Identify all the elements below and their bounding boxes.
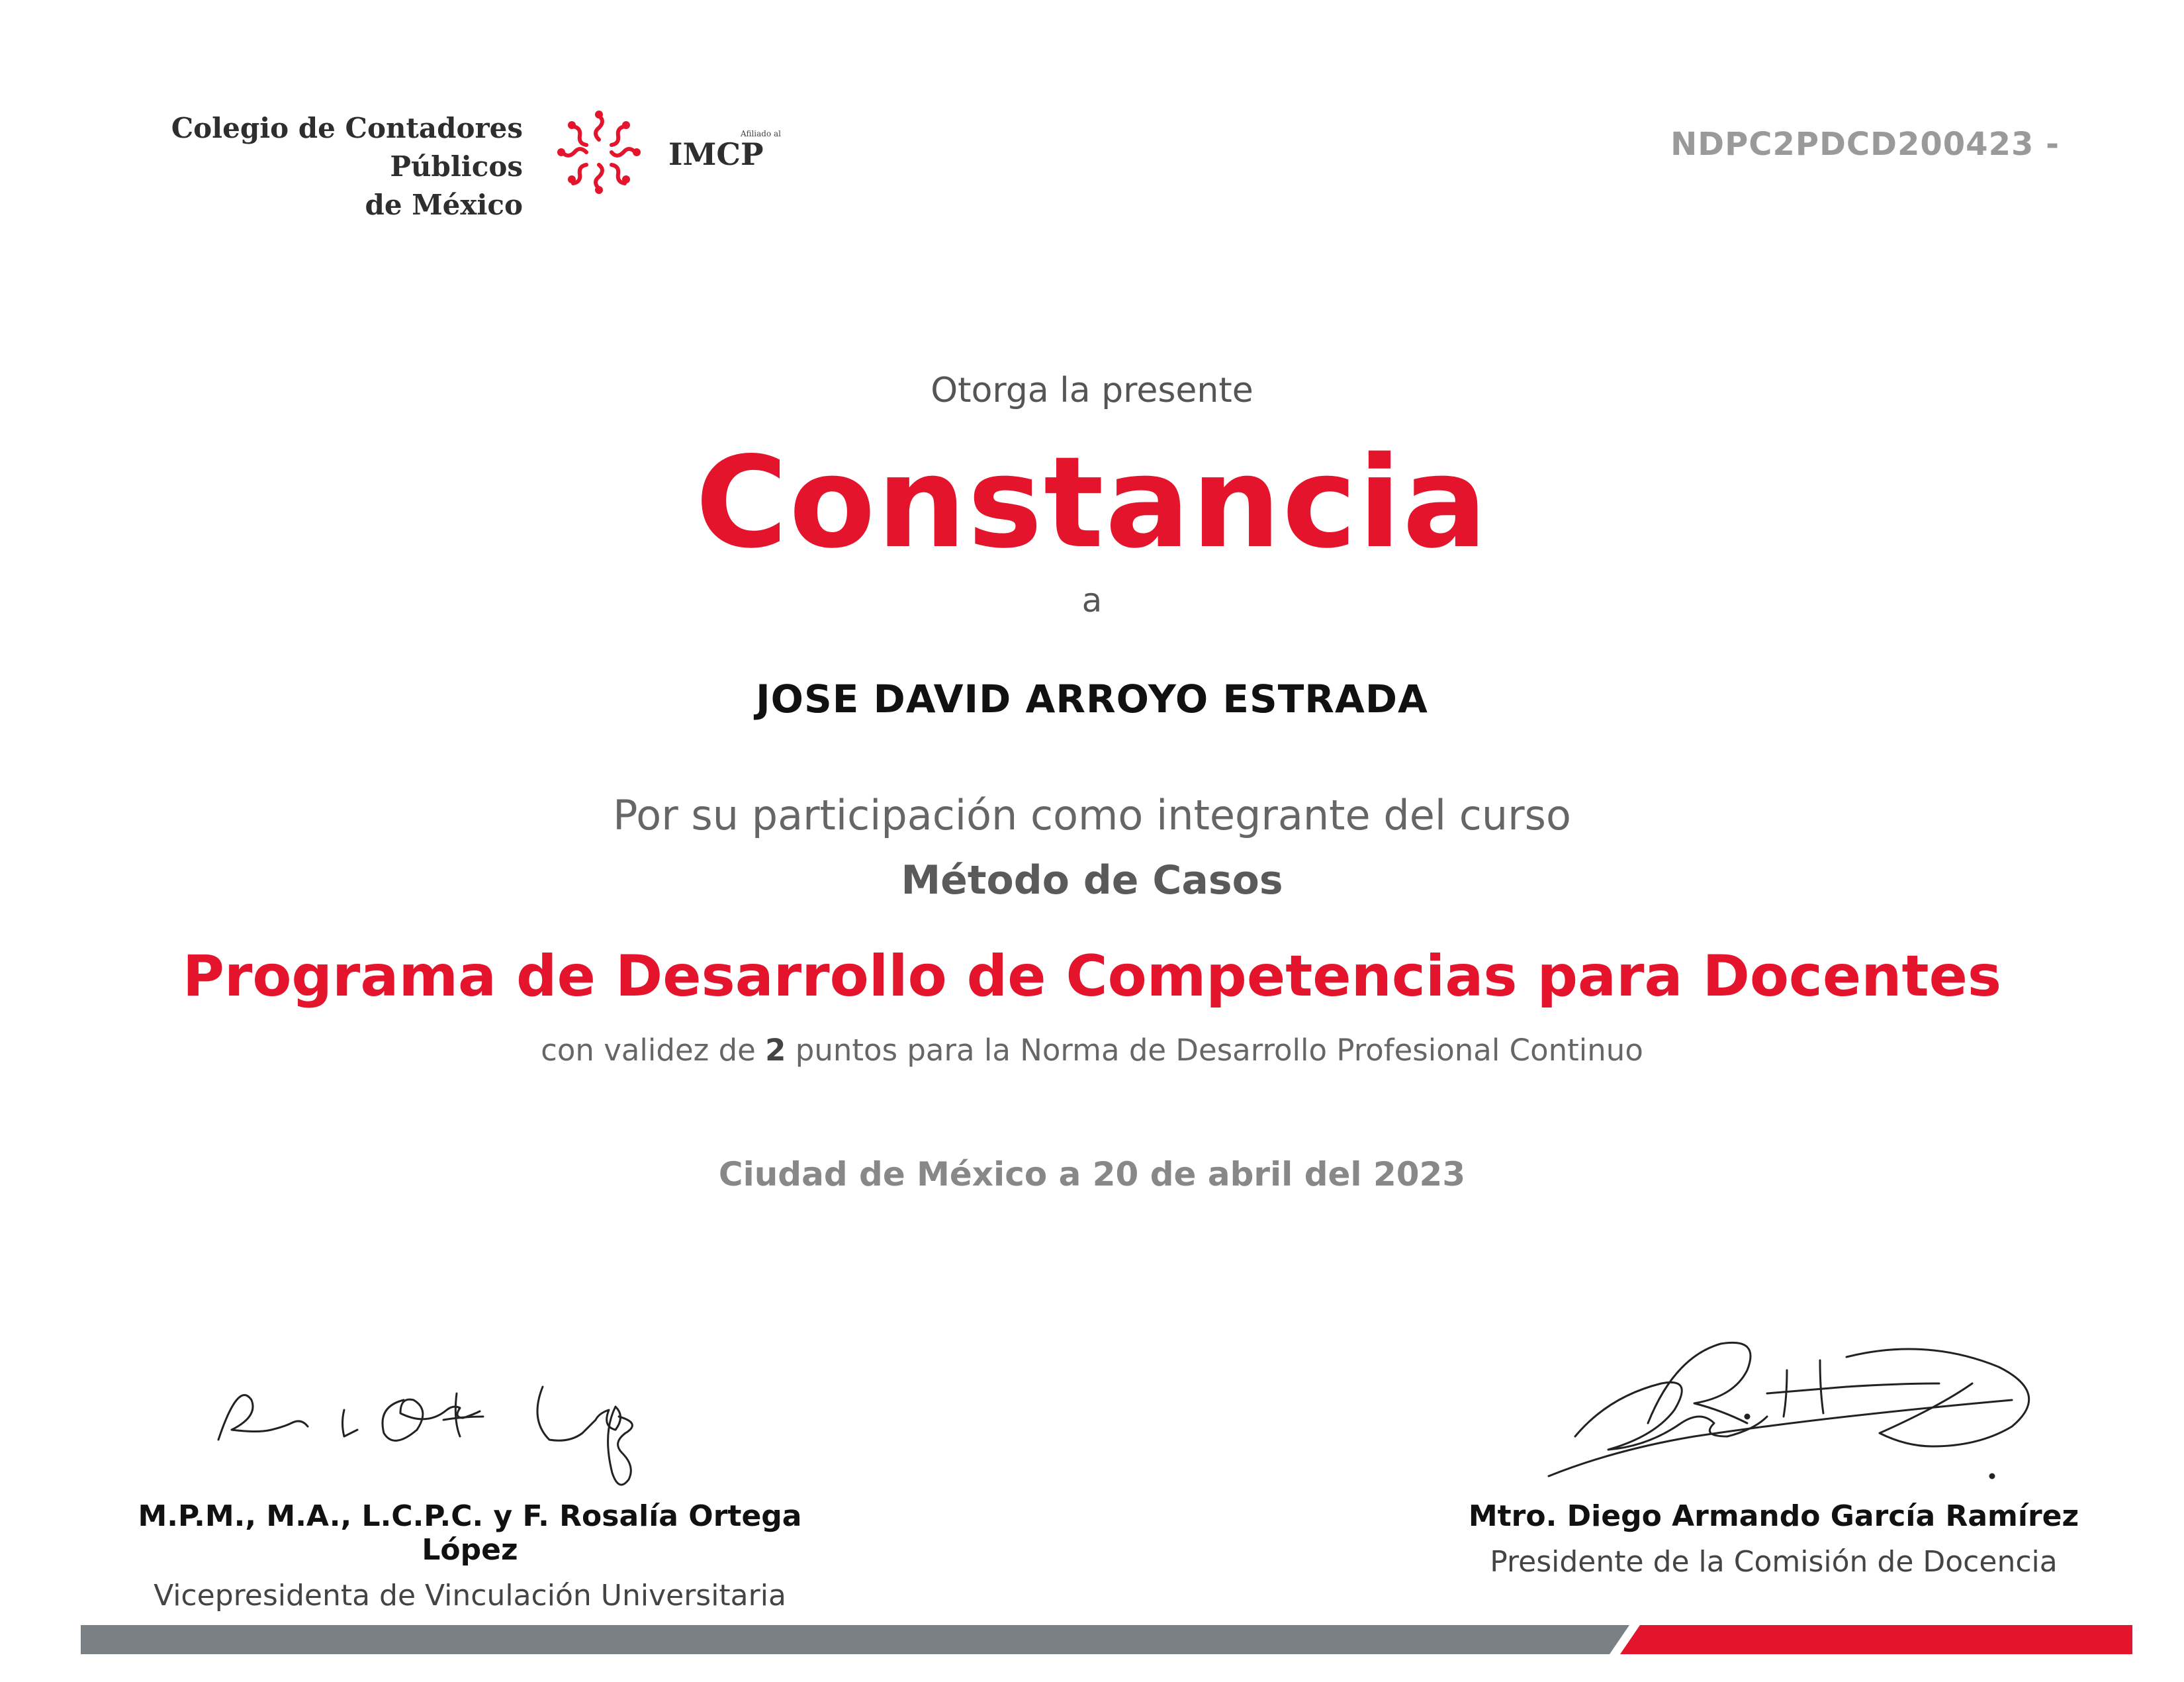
footer-red-segment	[1620, 1625, 2132, 1654]
program-name: Programa de Desarrollo de Competencias para Docentes	[182, 943, 2002, 1009]
right-signer-name: Mtro. Diego Armando García Ramírez	[1468, 1499, 2079, 1533]
validity-prefix: con validez de	[541, 1033, 756, 1068]
right-signer-title: Presidente de la Comisión de Docencia	[1490, 1545, 2058, 1579]
course-name: Método de Casos	[901, 857, 1283, 904]
validity-text	[0, 1033, 2184, 1068]
left-signer-name: M.P.M., M.A., L.C.P.C. y F. Rosalía Ortega López	[138, 1499, 802, 1567]
validity-suffix: puntos para la Norma de Desarrollo Profesional Continuo	[795, 1033, 1643, 1068]
organization-name-line1: Colegio de Contadores Públicos	[171, 112, 523, 183]
recipient-name: JOSE DAVID ARROYO ESTRADA	[756, 677, 1428, 722]
left-signature-image	[205, 1347, 682, 1506]
imcp-label: IMCP	[668, 136, 764, 172]
organization-name	[86, 109, 523, 224]
footer-bar	[81, 1625, 2132, 1654]
left-signer	[86, 1499, 854, 1612]
reason-text: Por su participación como integrante del curso	[613, 791, 1571, 839]
footer-gray-segment	[81, 1625, 1629, 1654]
ccpm-logo-icon	[549, 103, 649, 202]
certificate-title: Constancia	[695, 430, 1489, 576]
to-word: a	[1081, 581, 1103, 620]
validity-points: 2	[765, 1033, 786, 1068]
right-signer	[1456, 1499, 2091, 1579]
left-signer-title: Vicepresidenta de Vinculación Universitaria	[154, 1579, 786, 1612]
organization-name-line2: de México	[365, 189, 523, 221]
issue-date: Ciudad de México a 20 de abril del 2023	[718, 1155, 1466, 1193]
imcp-affiliation	[668, 129, 781, 170]
right-signature-image	[1535, 1331, 2065, 1496]
certificate-folio: NDPC2PDCD200423 -	[1670, 126, 2060, 163]
organization-logo	[86, 109, 788, 221]
intro-text: Otorga la presente	[931, 371, 1253, 410]
affiliation-caption: Afiliado al	[740, 129, 781, 138]
